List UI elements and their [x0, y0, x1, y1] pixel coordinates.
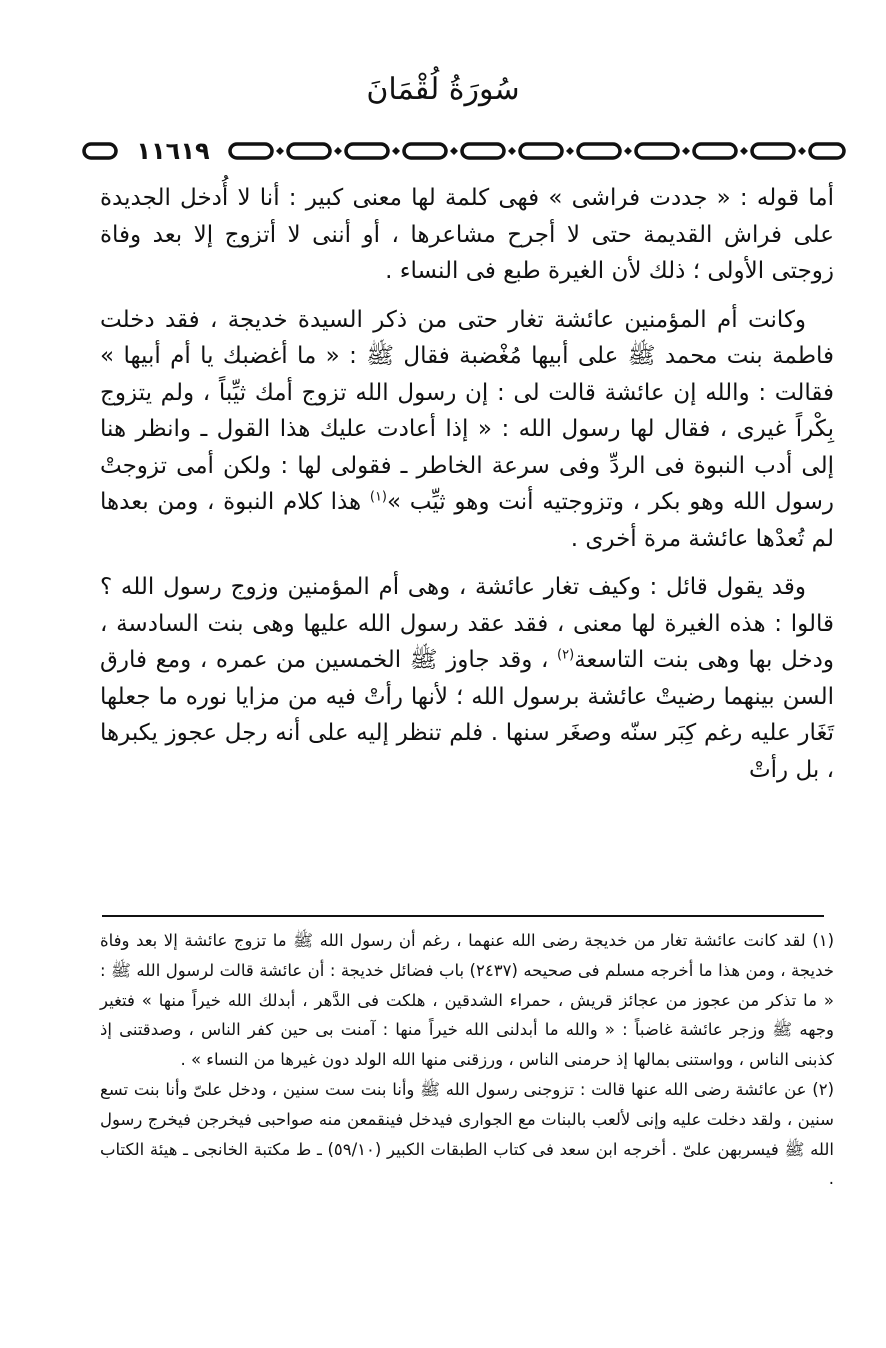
paragraph-1: أما قوله : « جددت فراشى » فهى كلمة لها معنى كبير : أنا لا أُدخل الجديدة على فراش القديمة حتى لا أجرح مشاعرها ، أو أننى لا أتزوج إلا بعد وفاة زوجتى الأولى ؛ ذلك لأن الغيرة طبع فى النساء . — [100, 185, 834, 284]
paragraph-2-text: وكانت أم المؤمنين عائشة تغار حتى من ذكر السيدة خديجة ، فقد دخلت فاطمة بنت محمد ﷺ على أبيها مُغْضبة فقال ﷺ : « ما أغضبك يا أم أبيها » فقالت : والله إن عائشة قالت لى : إن رسول الله تزوج أمك ثيِّباً ، ولم يتزوج بِكْراً غيرى ، فقال لها رسول الله : « إذا أعادت عليك هذا القول ـ وانظر هنا إلى أدب النبوة فى الردِّ وفى سرعة الخاطر ـ فقولى لها : ولكن أمى تزوجتْ رسول الله وهو بكر ، وتزوجتيه أنت وهو ثيِّب » — [100, 306, 834, 515]
paragraph-3 — [100, 569, 834, 788]
paragraph-2-tail: هذا كلام النبوة ، ومن بعدها لم تُعدْها عائشة مرة أخرى . — [100, 489, 834, 552]
page-number: ١١٦١٩ — [118, 136, 228, 166]
paragraph-3-text: وقد يقول قائل : وكيف تغار عائشة ، وهى أم المؤمنين وزوج رسول الله ؟ قالوا : هذه الغيرة لها معنى ، فقد عقد رسول الله عليها وهى بنت السادسة ، ودخل بها وهى بنت التاسعة — [100, 574, 834, 673]
footnote-1: (١) لقد كانت عائشة تغار من خديجة رضى الله عنهما ، رغم أن رسول الله ﷺ ما تزوج عائشة إلا بعد وفاة خديجة ، ومن هذا ما أخرجه مسلم فى صحيحه (٢٤٣٧) باب فضائل خديجة : أن عائشة قالت لرسول الله ﷺ : « ما تذكر من عجوز من عجائز قريش ، حمراء الشدقين ، هلكت فى الدَّهر ، أبدلك الله خيراً منها » فتغير وجهه ﷺ وزجر عائشة غاضباً : « والله ما أبدلنى الله خيراً منها : آمنت بى حين كفر الناس ، وصدقتنى إذ كذبنى الناس ، وواستنى بمالها إذ حرمنى الناس ، ورزقنى منها الله الولد دون غيرها من النساء » . — [100, 931, 834, 1070]
main-text — [100, 180, 834, 800]
paragraph-2 — [100, 302, 834, 558]
footnote-ref-1: (١) — [369, 489, 387, 505]
paragraph-3-tail: ، وقد جاوز ﷺ الخمسين من عمره ، ومع فارق السن بينهما رضيتْ عائشة برسول الله ؛ لأنها رأتْ فيه من مزايا نوره ما جعلها تَغَار عليه رغم كِبَر سنّه — [100, 647, 834, 746]
paragraph-3-end: وصغَر سنها . فلم تنظر إليه على أنه رجل عجوز يكبرها ، بل رأتْ — [100, 720, 834, 783]
footnote-divider — [102, 915, 824, 917]
footnote-ref-2: (٢) — [557, 647, 575, 663]
footnotes — [100, 926, 834, 1194]
footnote-2: (٢) عن عائشة رضى الله عنها قالت : تزوجنى رسول الله ﷺ وأنا بنت ست سنين ، ودخل علىّ وأنا بنت تسع سنين ، ولقد دخلت عليه وإنى لألعب بالبنات مع الجوارى فيدخل فينقمعن منه صواحبى فيخرجن فيخرج رسول الله ﷺ فيسربهن علىّ . أخرجه ابن سعد فى كتاب الطبقات الكبير (٥٩/١٠) ـ ط مكتبة الخانجى ـ هيئة الكتاب . — [100, 1079, 834, 1189]
surah-title: سُورَةُ لُقْمَانَ — [366, 72, 520, 107]
